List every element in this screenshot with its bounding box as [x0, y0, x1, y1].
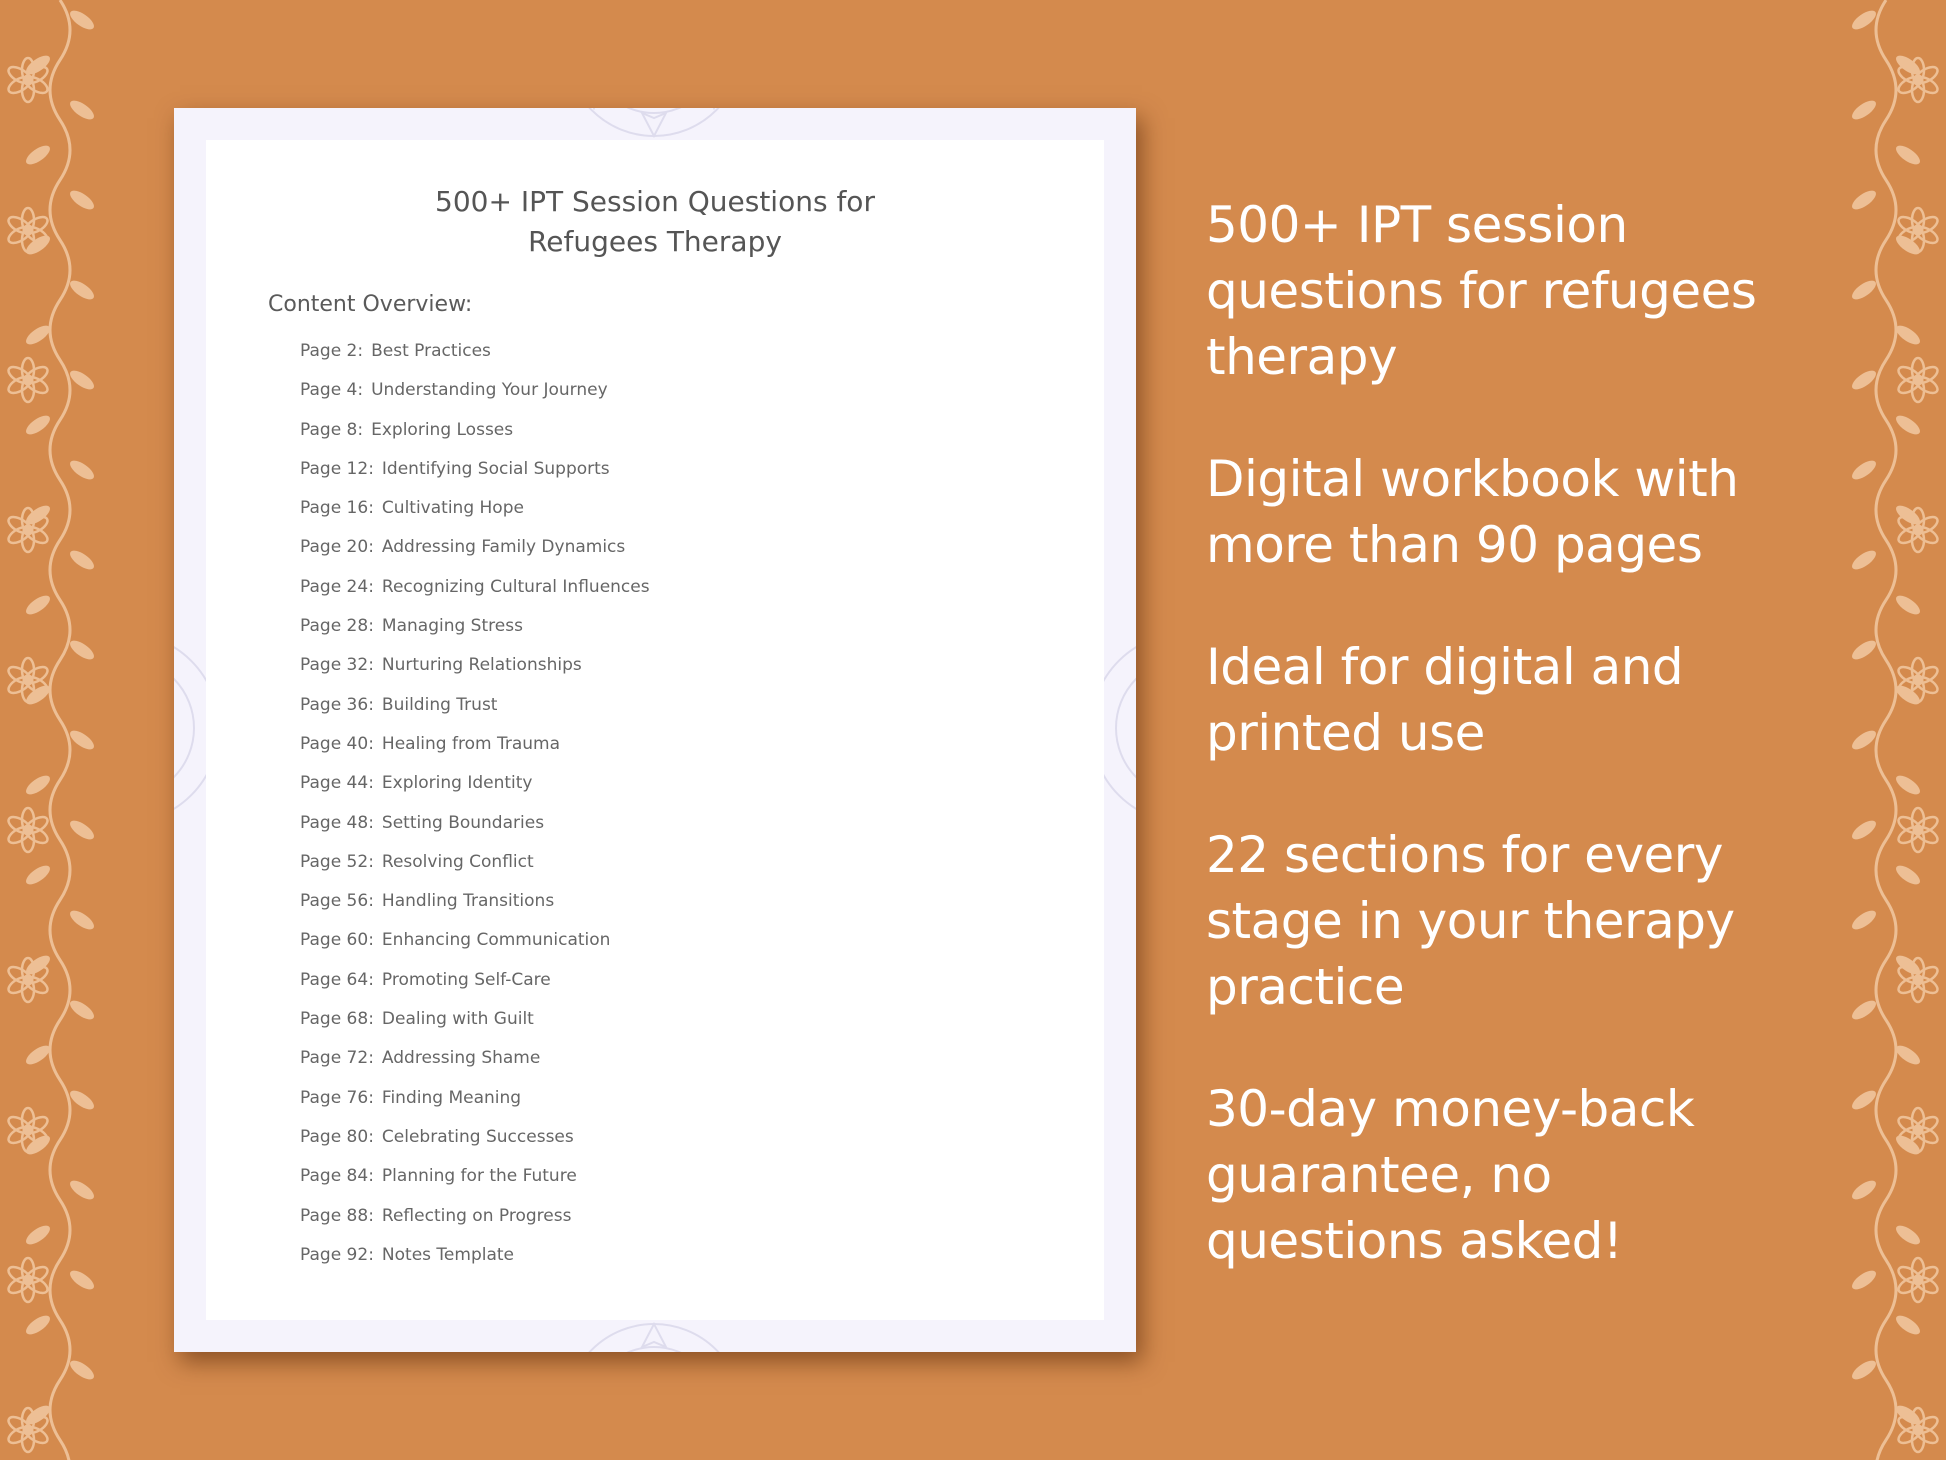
toc-section-title: Setting Boundaries	[381, 812, 545, 833]
document-page	[206, 140, 1104, 1320]
toc-item	[300, 615, 650, 654]
vine-leaf	[1893, 1042, 1923, 1068]
floral-vine-left-svg	[0, 0, 140, 1460]
vine-leaf	[1893, 772, 1923, 798]
toc-page-number: Page 8:	[300, 419, 364, 440]
vine-leaf	[23, 322, 53, 348]
toc-section-title: Managing Stress	[381, 616, 523, 637]
vine-leaf	[1893, 1222, 1923, 1248]
toc-section-title: Understanding Your Journey	[371, 380, 608, 401]
vine-leaf	[1893, 592, 1923, 618]
vine-leaf	[67, 7, 97, 33]
toc-section-title: Handling Transitions	[381, 891, 555, 912]
vine-leaf	[23, 412, 53, 438]
toc-section-title: Cultivating Hope	[381, 498, 524, 519]
vine-leaf	[67, 457, 97, 483]
toc-page-number: Page 36:	[300, 694, 374, 715]
toc-section-title: Building Trust	[381, 694, 498, 715]
feature-item	[1206, 822, 1866, 1020]
vine-leaf	[23, 1042, 53, 1068]
toc-item	[300, 733, 650, 772]
content-overview-label: Content Overview:	[268, 292, 473, 317]
feature-text-line: Digital workbook with	[1206, 450, 1739, 508]
vine-leaf	[67, 997, 97, 1023]
vine-leaf	[1893, 322, 1923, 348]
vine-leaf	[1849, 7, 1879, 33]
document-title	[206, 182, 1104, 262]
toc-item	[300, 1244, 650, 1283]
feature-item	[1206, 1076, 1866, 1274]
toc-section-title: Recognizing Cultural Influences	[381, 576, 650, 597]
vine-leaf	[67, 367, 97, 393]
toc-item	[300, 1047, 650, 1086]
toc-item	[300, 1126, 650, 1165]
feature-text-line: Ideal for digital and	[1206, 638, 1684, 696]
vine-flower	[6, 1258, 50, 1302]
toc-section-title: Exploring Losses	[371, 419, 514, 440]
toc-item	[300, 419, 650, 458]
feature-text-line: guarantee, no	[1206, 1146, 1552, 1204]
toc-page-number: Page 48:	[300, 812, 374, 833]
vine-leaf	[1893, 412, 1923, 438]
vine-leaf	[67, 1357, 97, 1383]
toc-section-title: Nurturing Relationships	[381, 655, 582, 676]
vine-leaf	[1893, 862, 1923, 888]
toc-item	[300, 1087, 650, 1126]
feature-item	[1206, 192, 1866, 390]
vine-leaf	[23, 1222, 53, 1248]
toc-item	[300, 1165, 650, 1204]
vine-leaf	[1893, 142, 1923, 168]
toc-page-number: Page 68:	[300, 1009, 374, 1030]
feature-text-line: 30-day money-back	[1206, 1080, 1695, 1138]
toc-page-number: Page 80:	[300, 1126, 374, 1147]
toc-section-title: Best Practices	[371, 341, 491, 361]
feature-list	[1206, 192, 1866, 1330]
toc-section-title: Planning for the Future	[381, 1166, 577, 1187]
toc-section-title: Notes Template	[381, 1244, 514, 1265]
toc-page-number: Page 60:	[300, 930, 374, 951]
toc-section-title: Finding Meaning	[381, 1087, 522, 1108]
toc-item	[300, 536, 650, 575]
vine-leaf	[67, 97, 97, 123]
feature-text-line: 22 sections for every	[1206, 826, 1723, 884]
toc-section-title: Promoting Self-Care	[381, 969, 551, 990]
vine-flower	[6, 358, 50, 402]
toc-section-title: Resolving Conflict	[381, 851, 534, 872]
toc-item	[300, 851, 650, 890]
toc-item	[300, 694, 650, 733]
toc-page-number: Page 12:	[300, 458, 374, 479]
toc-item	[300, 379, 650, 418]
vine-leaf	[1849, 97, 1879, 123]
toc-page-number: Page 2:	[300, 341, 364, 361]
toc-page-number: Page 92:	[300, 1244, 374, 1265]
toc-page-number: Page 24:	[300, 576, 374, 597]
feature-text-line: more than 90 pages	[1206, 516, 1703, 574]
document-title-line1: 500+ IPT Session Questions for	[435, 185, 875, 218]
toc-section-title: Identifying Social Supports	[381, 458, 610, 479]
toc-item	[300, 654, 650, 693]
vine-stem	[1876, 0, 1896, 1460]
vine-leaf	[23, 772, 53, 798]
toc-page-number: Page 76:	[300, 1087, 374, 1108]
toc-page-number: Page 16:	[300, 498, 374, 519]
toc-page-number: Page 44:	[300, 773, 374, 794]
toc-page-number: Page 84:	[300, 1166, 374, 1187]
toc-item	[300, 969, 650, 1008]
toc-item	[300, 772, 650, 811]
toc-page-number: Page 64:	[300, 969, 374, 990]
vine-leaf	[23, 592, 53, 618]
toc-item	[300, 340, 650, 379]
toc-page-number: Page 52:	[300, 851, 374, 872]
document-title-line2: Refugees Therapy	[528, 225, 782, 258]
floral-vine-left-icon	[0, 0, 140, 1460]
vine-flower	[1896, 358, 1940, 402]
toc-section-title: Dealing with Guilt	[381, 1009, 534, 1030]
toc-section-title: Addressing Family Dynamics	[381, 537, 626, 558]
toc-item	[300, 812, 650, 851]
toc-page-number: Page 4:	[300, 380, 364, 401]
toc-item	[300, 576, 650, 615]
toc-page-number: Page 56:	[300, 891, 374, 912]
vine-leaf	[23, 142, 53, 168]
vine-leaf	[67, 277, 97, 303]
feature-text-line: questions asked!	[1206, 1212, 1623, 1270]
toc-page-number: Page 72:	[300, 1048, 374, 1069]
vine-leaf	[67, 817, 97, 843]
toc-section-title: Exploring Identity	[381, 773, 533, 794]
vine-leaf	[67, 547, 97, 573]
vine-leaf	[1849, 1357, 1879, 1383]
toc-page-number: Page 28:	[300, 616, 374, 637]
toc-item	[300, 458, 650, 497]
feature-item	[1206, 634, 1866, 766]
toc-page-number: Page 88:	[300, 1205, 374, 1226]
vine-leaf	[67, 727, 97, 753]
toc-item	[300, 1205, 650, 1244]
document-preview	[174, 108, 1136, 1352]
vine-flower	[1896, 1258, 1940, 1302]
vine-leaf	[67, 187, 97, 213]
table-of-contents	[300, 340, 650, 1283]
toc-page-number: Page 32:	[300, 655, 374, 676]
toc-section-title: Addressing Shame	[381, 1048, 541, 1069]
toc-page-number: Page 20:	[300, 537, 374, 558]
feature-text-line: practice	[1206, 958, 1405, 1016]
vine-leaf	[67, 637, 97, 663]
vine-leaf	[23, 1312, 53, 1338]
toc-page-number: Page 40:	[300, 733, 374, 754]
toc-item	[300, 929, 650, 968]
feature-text-line: questions for refugees	[1206, 262, 1757, 320]
vine-leaf	[1893, 1312, 1923, 1338]
feature-text-line: stage in your therapy	[1206, 892, 1735, 950]
toc-section-title: Celebrating Successes	[381, 1126, 574, 1147]
toc-item	[300, 890, 650, 929]
vine-flower	[6, 808, 50, 852]
toc-section-title: Enhancing Communication	[381, 930, 611, 951]
vine-stem	[50, 0, 70, 1460]
feature-text-line: 500+ IPT session	[1206, 196, 1628, 254]
vine-leaf	[67, 1177, 97, 1203]
toc-section-title: Reflecting on Progress	[381, 1205, 572, 1226]
vine-leaf	[23, 862, 53, 888]
vine-leaf	[67, 907, 97, 933]
toc-item	[300, 497, 650, 536]
toc-item	[300, 1008, 650, 1047]
toc-section-title: Healing from Trauma	[381, 733, 561, 754]
feature-text-line: printed use	[1206, 704, 1485, 762]
vine-leaf	[67, 1087, 97, 1113]
feature-text-line: therapy	[1206, 328, 1398, 386]
feature-item	[1206, 446, 1866, 578]
vine-leaf	[67, 1267, 97, 1293]
vine-flower	[1896, 808, 1940, 852]
